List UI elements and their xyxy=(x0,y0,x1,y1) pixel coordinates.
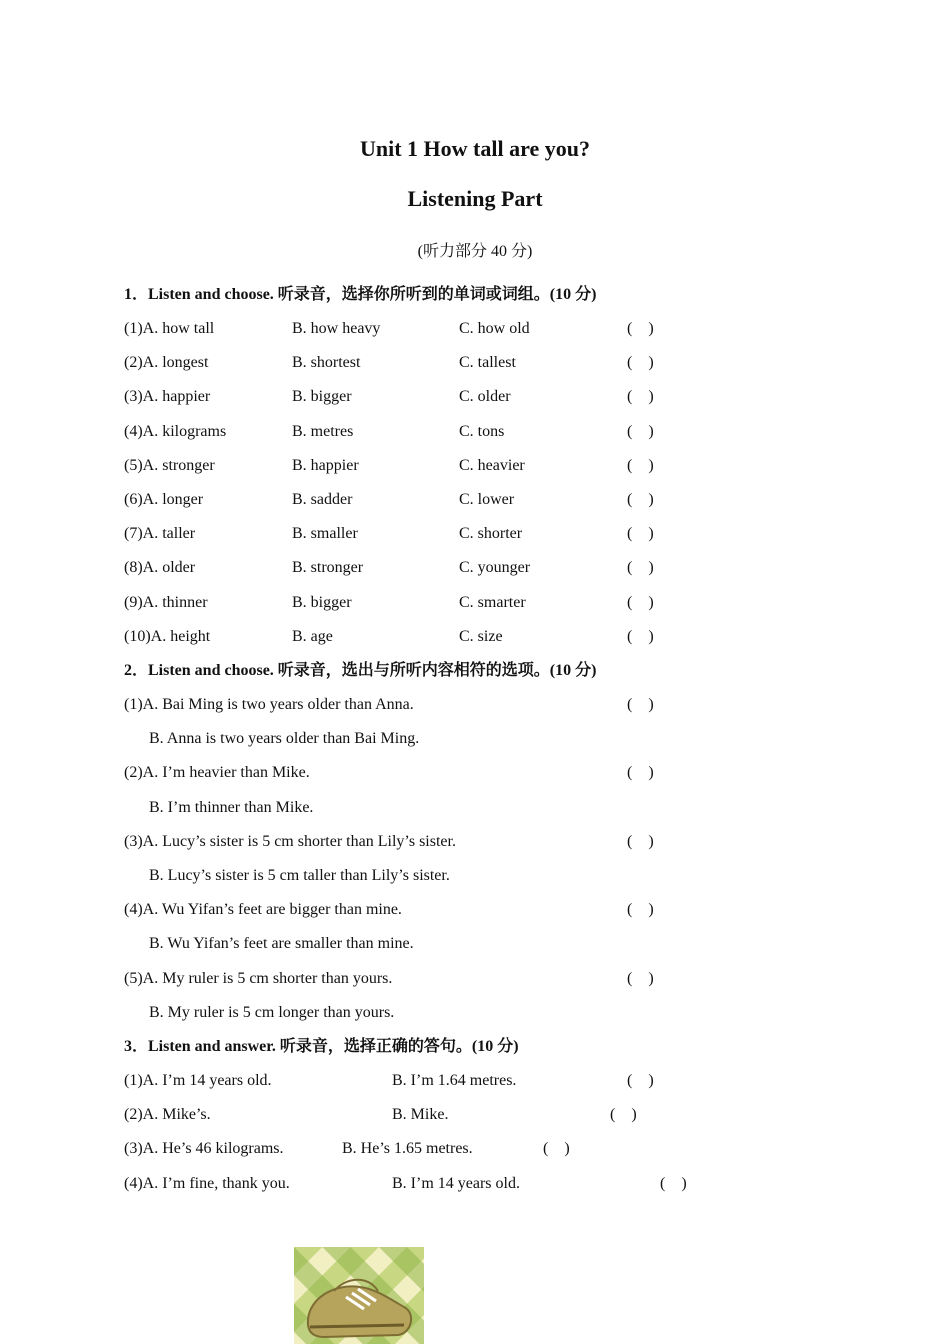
option-b: B. Mike. xyxy=(392,1106,449,1124)
option-a: (9)A. thinner xyxy=(124,593,208,611)
option-a: (4)A. I’m fine, thank you. xyxy=(124,1174,290,1192)
answer-blank: ( ) xyxy=(627,1072,654,1089)
option-a: (1)A. Bai Ming is two years older than Anna. xyxy=(124,696,414,713)
answer-blank: ( ) xyxy=(627,593,654,611)
option-a: (1)A. how tall xyxy=(124,320,215,337)
answer-blank: ( ) xyxy=(627,627,654,645)
answer-blank: ( ) xyxy=(627,764,654,782)
option-c: C. lower xyxy=(459,491,515,508)
option-c: C. heavier xyxy=(459,456,525,474)
answer-blank: ( ) xyxy=(627,901,654,919)
answer-blank: ( ) xyxy=(627,456,654,474)
option-b: B. happier xyxy=(292,456,359,474)
option-a: (3)A. happier xyxy=(124,388,211,406)
option-a: (10)A. height xyxy=(124,627,211,645)
option-b: B. I’m 14 years old. xyxy=(392,1174,520,1192)
answer-blank: ( ) xyxy=(543,1140,570,1158)
page-subtitle: Listening Part xyxy=(407,186,543,211)
option-a: (7)A. taller xyxy=(124,525,196,543)
option-b: B. Wu Yifan’s feet are smaller than mine. xyxy=(149,935,414,953)
score-note: (听力部分 40 分) xyxy=(417,243,533,260)
option-a: (2)A. longest xyxy=(124,354,209,372)
option-c: C. how old xyxy=(459,320,530,337)
option-b: B. I’m 1.64 metres. xyxy=(392,1072,517,1089)
option-b: B. smaller xyxy=(292,525,358,543)
option-b: B. I’m thinner than Mike. xyxy=(149,798,314,816)
option-c: C. younger xyxy=(459,559,531,577)
option-a: (1)A. I’m 14 years old. xyxy=(124,1072,272,1089)
option-c: C. older xyxy=(459,388,511,406)
answer-blank: ( ) xyxy=(627,388,654,406)
option-b: B. My ruler is 5 cm longer than yours. xyxy=(149,1003,395,1021)
answer-blank: ( ) xyxy=(627,525,654,543)
answer-blank: ( ) xyxy=(627,422,654,440)
answer-blank: ( ) xyxy=(627,354,654,372)
option-a: (5)A. My ruler is 5 cm shorter than yours. xyxy=(124,969,393,987)
option-a: (6)A. longer xyxy=(124,491,204,508)
option-b: B. He’s 1.65 metres. xyxy=(342,1140,473,1158)
option-c: C. tallest xyxy=(459,354,516,372)
option-a: (3)A. He’s 46 kilograms. xyxy=(124,1140,284,1158)
option-a: (5)A. stronger xyxy=(124,456,215,474)
section2-heading: 2．Listen and choose. 听录音，选出与所听内容相符的选项。(10 分) xyxy=(124,662,597,679)
option-c: C. shorter xyxy=(459,525,523,543)
option-b: B. bigger xyxy=(292,388,352,406)
shoe-picture xyxy=(294,1247,424,1344)
answer-blank: ( ) xyxy=(627,696,654,713)
option-b: B. Anna is two years older than Bai Ming. xyxy=(149,730,420,748)
page-title: Unit 1 How tall are you? xyxy=(360,136,590,161)
option-c: C. tons xyxy=(459,422,505,440)
option-b: B. stronger xyxy=(292,559,364,577)
option-b: B. Lucy’s sister is 5 cm taller than Lily’s sister. xyxy=(149,867,450,884)
option-b: B. bigger xyxy=(292,593,352,611)
option-a: (4)A. kilograms xyxy=(124,422,227,440)
option-a: (4)A. Wu Yifan’s feet are bigger than mine. xyxy=(124,901,402,919)
answer-blank: ( ) xyxy=(627,491,654,508)
option-c: C. size xyxy=(459,627,503,645)
option-b: B. shortest xyxy=(292,354,361,372)
option-b: B. age xyxy=(292,627,333,645)
answer-blank: ( ) xyxy=(610,1106,637,1124)
answer-blank: ( ) xyxy=(627,969,654,987)
option-b: B. metres xyxy=(292,422,354,440)
option-a: (3)A. Lucy’s sister is 5 cm shorter than Lily’s sister. xyxy=(124,832,456,850)
option-b: B. sadder xyxy=(292,491,353,508)
option-b: B. how heavy xyxy=(292,320,381,337)
option-a: (2)A. Mike’s. xyxy=(124,1106,211,1124)
answer-blank: ( ) xyxy=(660,1174,687,1192)
answer-blank: ( ) xyxy=(627,832,654,850)
option-a: (8)A. older xyxy=(124,559,196,577)
option-a: (2)A. I’m heavier than Mike. xyxy=(124,764,310,782)
section1-heading: 1．Listen and choose. 听录音，选择你所听到的单词或词组。(10 分) xyxy=(124,286,597,303)
answer-blank: ( ) xyxy=(627,559,654,577)
option-c: C. smarter xyxy=(459,593,526,611)
section3-heading: 3．Listen and answer. 听录音，选择正确的答句。(10 分) xyxy=(124,1038,519,1055)
answer-blank: ( ) xyxy=(627,320,654,337)
